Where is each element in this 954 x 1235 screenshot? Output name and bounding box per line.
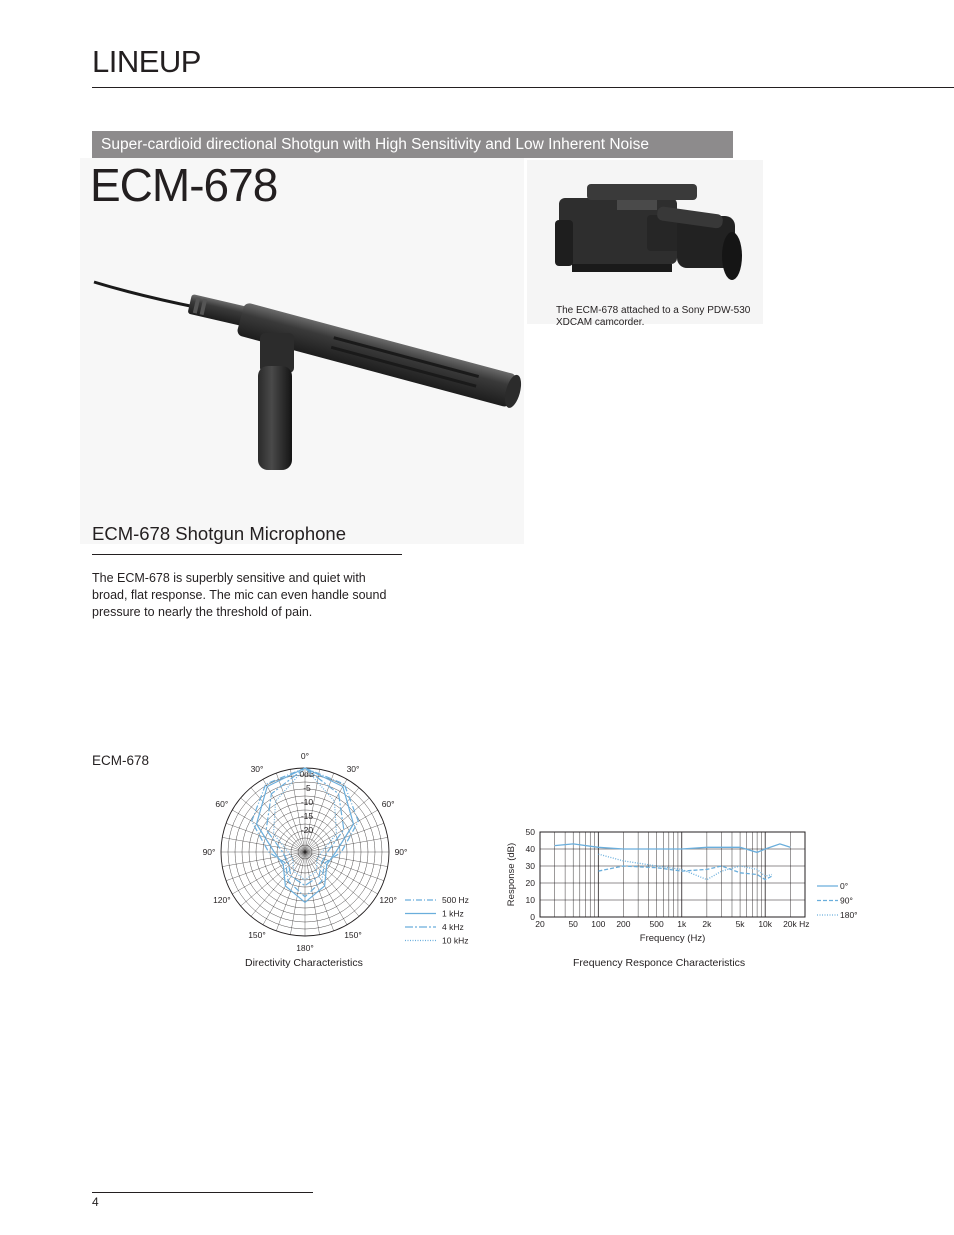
freq-ytick-label: 20	[525, 878, 535, 888]
polar-angle-label: 120°	[213, 895, 231, 905]
polar-angle-label: 0°	[300, 752, 310, 761]
directivity-caption: Directivity Characteristics	[245, 957, 363, 969]
page-title: LINEUP	[92, 44, 201, 79]
model-title: ECM-678	[90, 159, 278, 211]
polar-legend-label: 10 kHz	[442, 935, 469, 946]
directivity-chart-svg	[200, 752, 490, 952]
section-divider	[92, 554, 402, 555]
polar-legend-label: 4 kHz	[442, 922, 464, 932]
product-description: The ECM-678 is superbly sensitive and quiet with broad, flat response. The mic can even handle sound pressure to nearly the threshold of pain.	[92, 571, 387, 619]
page-number: 4	[92, 1195, 99, 1209]
freq-ytick-label: 10	[525, 895, 535, 905]
directivity-chart	[200, 752, 490, 952]
microphone-photo	[80, 158, 524, 544]
polar-angle-label: 120°	[379, 895, 397, 905]
freq-ytick-label: 40	[525, 844, 535, 854]
polar-angle-label: 60°	[381, 799, 395, 809]
freq-xtick-label: 2k	[702, 919, 712, 929]
freq-ytick-label: 30	[525, 861, 535, 871]
header-divider	[92, 87, 954, 88]
freq-series-line	[598, 854, 772, 880]
freq-xtick-label: 500	[649, 919, 664, 929]
freq-series-line	[598, 866, 772, 880]
polar-angle-label: 30°	[250, 763, 264, 774]
freq-xtick-label: 100	[591, 919, 606, 929]
freq-xtick-label: 200	[616, 919, 631, 929]
camcorder-photo	[527, 160, 763, 324]
freq-xtick-label: 1k	[677, 919, 687, 929]
footer-divider	[92, 1192, 313, 1193]
freq-yaxis-label: Response (dB)	[506, 842, 517, 907]
polar-legend-label: 1 kHz	[442, 908, 464, 919]
frequency-chart-svg	[500, 822, 870, 950]
polar-angle-label: 90°	[202, 847, 216, 857]
freq-xtick-label: 50	[568, 919, 578, 929]
freq-legend-label: 90°	[840, 895, 853, 906]
polar-angle-label: 180°	[296, 943, 314, 952]
feature-banner: Super-cardioid directional Shotgun with High Sensitivity and Low Inherent Noise	[92, 131, 733, 158]
freq-legend-label: 180°	[840, 910, 858, 920]
frequency-response-chart	[500, 822, 870, 950]
camcorder-caption: The ECM-678 attached to a Sony PDW-530 XDCAM camcorder.	[556, 305, 751, 328]
polar-angle-label: 150°	[344, 930, 362, 941]
freq-legend-label: 0°	[840, 881, 849, 891]
polar-angle-label: 90°	[394, 847, 408, 857]
freq-xtick-label: 5k	[735, 919, 745, 929]
polar-angle-label: 60°	[215, 799, 229, 809]
polar-level-label: -20	[300, 825, 314, 835]
polar-level-label: -10	[300, 797, 314, 807]
polar-legend-label: 500 Hz	[442, 895, 469, 905]
freq-ytick-label: 0	[530, 912, 535, 922]
freq-xtick-label: 20k Hz	[783, 919, 810, 929]
freq-xaxis-label: Frequency (Hz)	[639, 933, 706, 944]
polar-level-label: 0dB	[299, 769, 315, 779]
polar-level-label: -15	[300, 811, 314, 821]
freq-ytick-label: 50	[525, 827, 535, 837]
freq-xtick-label: 10k	[758, 919, 773, 929]
polar-angle-label: 30°	[346, 763, 360, 774]
freq-xtick-label: 20	[535, 919, 545, 929]
polar-level-label: -5	[303, 783, 311, 793]
chart-model-label: ECM-678	[92, 753, 150, 768]
polar-angle-label: 150°	[248, 930, 266, 941]
section-heading: ECM-678 Shotgun Microphone	[92, 523, 347, 544]
frequency-caption: Frequency Responce Characteristics	[573, 957, 746, 969]
